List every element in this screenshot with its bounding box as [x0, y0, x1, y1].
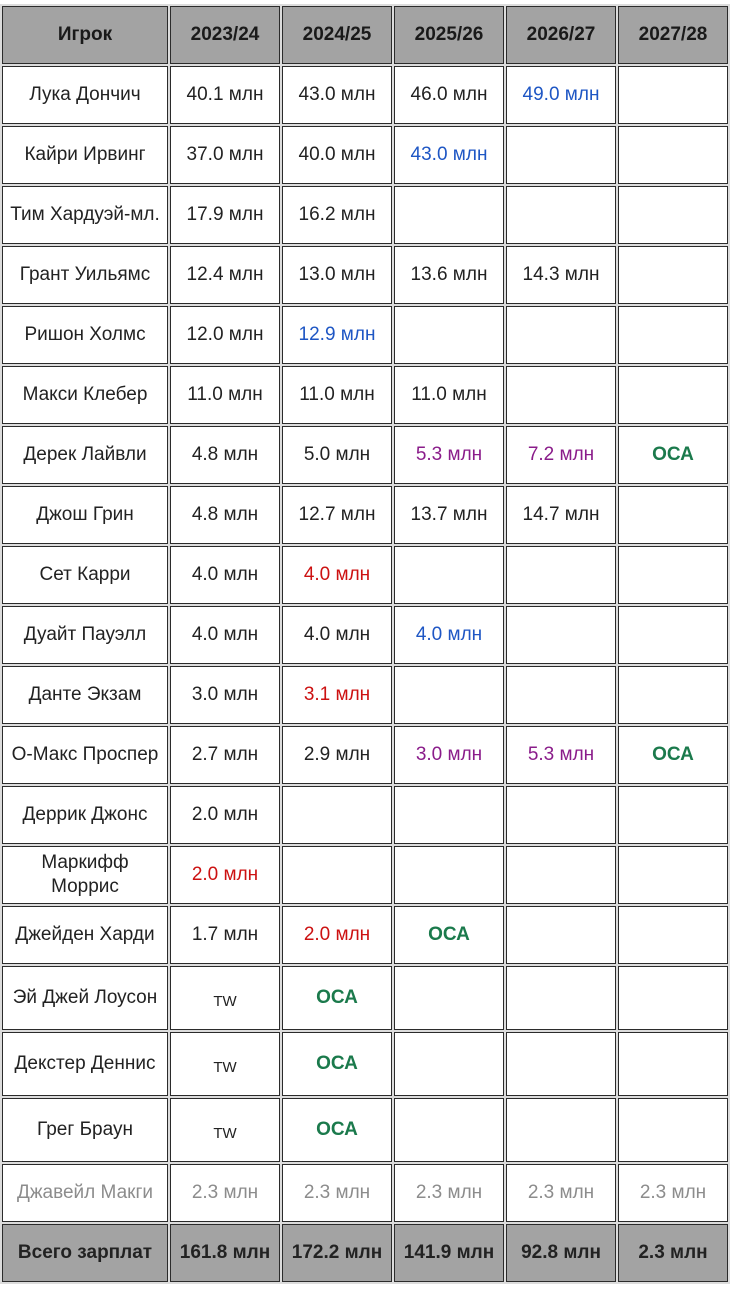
total-value: 141.9 млн: [394, 1224, 504, 1282]
player-name: Дуайт Пауэлл: [2, 606, 168, 664]
salary-cell: 46.0 млн: [394, 66, 504, 124]
player-name: О-Макс Проспер: [2, 726, 168, 784]
salary-cell: 12.4 млн: [170, 246, 280, 304]
salary-cell: [618, 186, 728, 244]
salary-cell: [394, 846, 504, 904]
table-row: [2, 546, 728, 604]
salary-cell: [618, 606, 728, 664]
player-name: Грант Уильямс: [2, 246, 168, 304]
header-row: [2, 6, 728, 64]
salary-cell: [618, 906, 728, 964]
salary-cell: [506, 546, 616, 604]
salary-cell: 14.3 млн: [506, 246, 616, 304]
salary-cell: 11.0 млн: [170, 366, 280, 424]
salary-cell: [506, 306, 616, 364]
salary-cell: 11.0 млн: [282, 366, 392, 424]
salary-cell: 7.2 млн: [506, 426, 616, 484]
salary-cell: 40.0 млн: [282, 126, 392, 184]
salary-cell: 40.1 млн: [170, 66, 280, 124]
table-row: [2, 846, 728, 904]
salary-cell: [618, 786, 728, 844]
salary-cell: 13.6 млн: [394, 246, 504, 304]
salary-cell: [618, 546, 728, 604]
table-row: [2, 666, 728, 724]
salary-cell: 37.0 млн: [170, 126, 280, 184]
salary-cell: ОСА: [394, 906, 504, 964]
salary-cell: 2.3 млн: [506, 1164, 616, 1222]
salary-cell: 13.7 млн: [394, 486, 504, 544]
salary-cell: 11.0 млн: [394, 366, 504, 424]
salary-cell: 43.0 млн: [282, 66, 392, 124]
salary-cell: 43.0 млн: [394, 126, 504, 184]
salary-cell: 2.9 млн: [282, 726, 392, 784]
salary-cell: ОСА: [282, 1032, 392, 1096]
header-season: 2025/26: [394, 6, 504, 64]
total-value: 2.3 млн: [618, 1224, 728, 1282]
salary-cell: [394, 786, 504, 844]
table-row: [2, 486, 728, 544]
player-name: Кайри Ирвинг: [2, 126, 168, 184]
player-name: Декстер Деннис: [2, 1032, 168, 1096]
table-row: [2, 366, 728, 424]
player-name: Лука Дончич: [2, 66, 168, 124]
salary-cell: [618, 246, 728, 304]
salary-cell: 13.0 млн: [282, 246, 392, 304]
salary-cell: 1.7 млн: [170, 906, 280, 964]
table-row: [2, 426, 728, 484]
table-row: [2, 1164, 728, 1222]
total-row: [2, 1224, 728, 1282]
salary-cell: [506, 786, 616, 844]
salary-cell: [506, 966, 616, 1030]
player-name: Джош Грин: [2, 486, 168, 544]
salary-cell: [506, 906, 616, 964]
salary-cell: [394, 966, 504, 1030]
player-name: Джавейл Макги: [2, 1164, 168, 1222]
salary-cell: [618, 1098, 728, 1162]
table-row: [2, 906, 728, 964]
salary-cell: 5.0 млн: [282, 426, 392, 484]
salary-cell: [506, 606, 616, 664]
salary-cell: 2.0 млн: [170, 846, 280, 904]
player-name: Ришон Холмс: [2, 306, 168, 364]
salary-cell: [506, 1032, 616, 1096]
salary-cell: ОСА: [618, 426, 728, 484]
player-name: Эй Джей Лоусон: [2, 966, 168, 1030]
salary-cell: [506, 126, 616, 184]
header-season: 2023/24: [170, 6, 280, 64]
salary-cell: TW: [170, 966, 280, 1030]
table-row: [2, 1032, 728, 1096]
table-row: [2, 1098, 728, 1162]
salary-cell: [506, 186, 616, 244]
salary-cell: [394, 306, 504, 364]
salary-cell: [618, 666, 728, 724]
salary-cell: [618, 306, 728, 364]
salary-cell: 4.0 млн: [394, 606, 504, 664]
salary-cell: 4.0 млн: [170, 546, 280, 604]
salary-cell: ОСА: [618, 726, 728, 784]
table-row: [2, 126, 728, 184]
salary-cell: [394, 666, 504, 724]
table-row: [2, 66, 728, 124]
header-season: 2024/25: [282, 6, 392, 64]
table-row: [2, 606, 728, 664]
salary-cell: 4.8 млн: [170, 486, 280, 544]
total-label: Всего зарплат: [2, 1224, 168, 1282]
salary-cell: [506, 846, 616, 904]
table-row: [2, 786, 728, 844]
player-name: Деррик Джонс: [2, 786, 168, 844]
table-row: [2, 246, 728, 304]
salary-cell: 5.3 млн: [506, 726, 616, 784]
salary-cell: [282, 846, 392, 904]
salary-cell: 2.0 млн: [282, 906, 392, 964]
salary-cell: 17.9 млн: [170, 186, 280, 244]
salary-cell: [394, 186, 504, 244]
header-season: 2027/28: [618, 6, 728, 64]
salary-cell: [506, 366, 616, 424]
salary-cell: 4.0 млн: [282, 606, 392, 664]
total-value: 172.2 млн: [282, 1224, 392, 1282]
salary-cell: [618, 66, 728, 124]
salary-cell: 4.0 млн: [282, 546, 392, 604]
player-name: Данте Экзам: [2, 666, 168, 724]
salary-cell: 4.8 млн: [170, 426, 280, 484]
salary-cell: [618, 366, 728, 424]
salary-cell: [618, 486, 728, 544]
table-row: [2, 726, 728, 784]
player-name: Джейден Харди: [2, 906, 168, 964]
table-row: [2, 186, 728, 244]
salary-cell: [394, 546, 504, 604]
salary-cell: [394, 1032, 504, 1096]
salary-cell: [282, 786, 392, 844]
salary-cell: 2.0 млн: [170, 786, 280, 844]
salary-cell: ОСА: [282, 1098, 392, 1162]
table-row: [2, 306, 728, 364]
salary-cell: 3.0 млн: [170, 666, 280, 724]
salary-cell: 14.7 млн: [506, 486, 616, 544]
salary-cell: 12.0 млн: [170, 306, 280, 364]
salary-cell: 5.3 млн: [394, 426, 504, 484]
player-name: Грег Браун: [2, 1098, 168, 1162]
salary-cell: 12.9 млн: [282, 306, 392, 364]
salary-table: [0, 4, 730, 1284]
salary-cell: 2.3 млн: [282, 1164, 392, 1222]
salary-cell: 3.1 млн: [282, 666, 392, 724]
player-name: Маркифф Моррис: [2, 846, 168, 904]
salary-cell: 2.3 млн: [170, 1164, 280, 1222]
salary-cell: 49.0 млн: [506, 66, 616, 124]
salary-cell: [618, 126, 728, 184]
player-name: Дерек Лайвли: [2, 426, 168, 484]
salary-cell: 3.0 млн: [394, 726, 504, 784]
player-name: Тим Хардуэй-мл.: [2, 186, 168, 244]
salary-cell: [618, 846, 728, 904]
total-value: 92.8 млн: [506, 1224, 616, 1282]
player-name: Сет Карри: [2, 546, 168, 604]
salary-cell: [506, 1098, 616, 1162]
salary-cell: [618, 1032, 728, 1096]
salary-cell: [618, 966, 728, 1030]
salary-cell: 2.3 млн: [394, 1164, 504, 1222]
salary-cell: 12.7 млн: [282, 486, 392, 544]
header-season: 2026/27: [506, 6, 616, 64]
salary-cell: TW: [170, 1098, 280, 1162]
player-name: Макси Клебер: [2, 366, 168, 424]
salary-cell: [506, 666, 616, 724]
salary-cell: 16.2 млн: [282, 186, 392, 244]
table-row: [2, 966, 728, 1030]
total-value: 161.8 млн: [170, 1224, 280, 1282]
salary-cell: [394, 1098, 504, 1162]
salary-cell: 2.3 млн: [618, 1164, 728, 1222]
salary-cell: TW: [170, 1032, 280, 1096]
salary-cell: 2.7 млн: [170, 726, 280, 784]
salary-cell: 4.0 млн: [170, 606, 280, 664]
salary-cell: ОСА: [282, 966, 392, 1030]
header-player: Игрок: [2, 6, 168, 64]
